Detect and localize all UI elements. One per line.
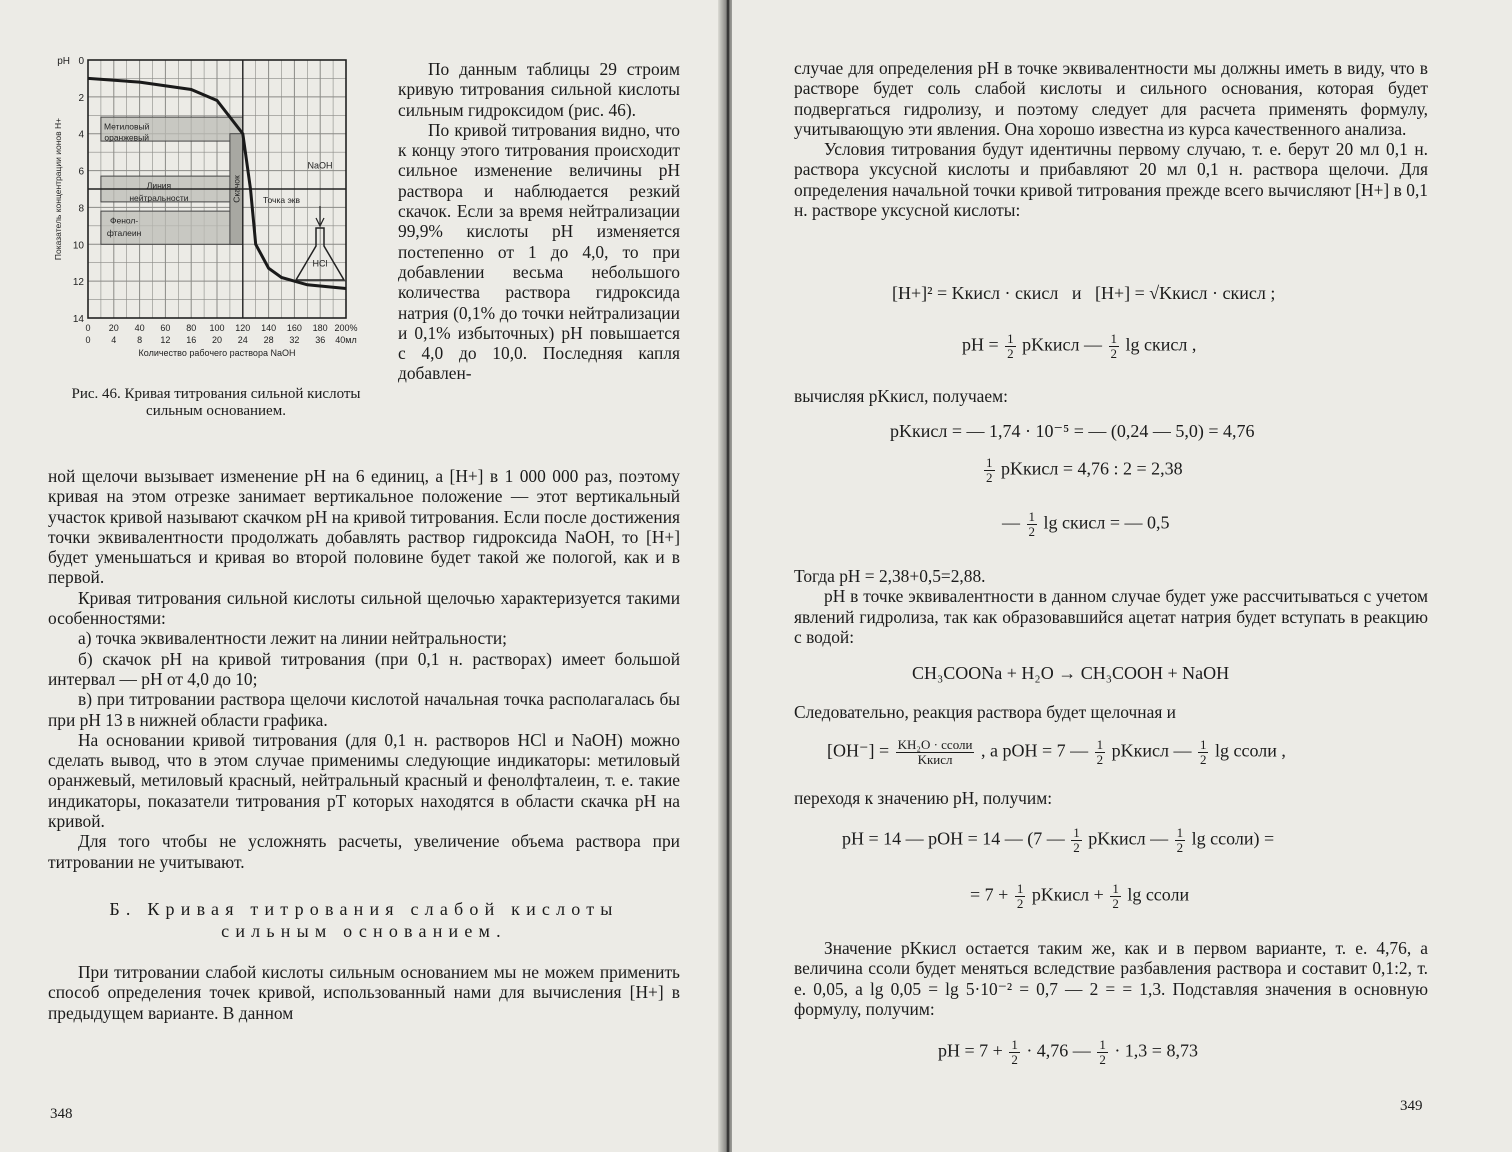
right-page-text-4 — [794, 702, 1428, 722]
phenolphthalein-label: фталеин — [106, 228, 142, 239]
paragraph: Следовательно, реакция раствора будет щелочная и — [794, 702, 1176, 722]
fraction: $\frac{1}{2}$ — [1073, 825, 1080, 855]
formula-pk: pKкисл = — 1,74 · 10⁻⁵ = — (0,24 — 5,0) = 4,76 — [890, 421, 1255, 441]
paragraph: По данным таблицы 29 строим кривую титрования сильной кислоты сильным гидроксидом (рис. 46). — [398, 59, 680, 120]
fraction: $\frac{1}{2}$ — [1016, 881, 1024, 911]
figure-caption: Рис. 46. Кривая титрования сильной кислоты сильным основанием. — [71, 386, 361, 419]
paragraph: На основании кривой титрования (для 0,1 н. растворов HCl и NaOH) можно сделать вывод, что в этом случае применимы следующие индикаторы: метиловый оранжевый, метиловый красный, нейтральный красный и фенолфталеин, т. е. такие индикаторы, показатели титрования pT которых находятся в области скачка pH на кривой. — [48, 729, 680, 832]
right-page-text-3 — [794, 566, 1428, 647]
x-tick-label: 160 — [286, 323, 302, 333]
paragraph: случае для определения pH в точке эквивалентности мы должны иметь в виду, что в растворе будет соль слабой кислоты и сильного основания, которая будет подвергаться гидролизу, и поэтому следует для расчета применять формулу, учитывающую эти явления. Она хорошо известна из курса качественного анализа. — [794, 58, 1428, 139]
x-tick-label: 20 — [211, 335, 223, 345]
list-item: а) точка эквивалентности лежит на линии нейтральности; — [78, 628, 507, 649]
x-tick-label: 40 — [134, 323, 145, 333]
fraction: $\frac{1}{2}$ — [1099, 1037, 1106, 1067]
titration-chart — [48, 48, 384, 378]
x-tick-label: 60 — [160, 323, 171, 333]
formula-ph-poh: pH = 14 — pOH = 14 — (7 — $\frac{1}{2}$ pKкисл — $\frac{1}{2}$ lg cсоли) = — [842, 825, 1275, 855]
methyl-orange-label: оранжевый — [104, 132, 150, 143]
hcl-label: HCl — [312, 258, 328, 269]
fraction: $\frac{1}{2}$ — [1007, 331, 1014, 361]
paragraph: вычисляя pKкисл, получаем: — [794, 386, 1008, 406]
x-tick-label: 28 — [263, 335, 274, 345]
y-tick-label: 6 — [78, 166, 84, 178]
right-page-text-2 — [794, 386, 1428, 406]
right-page-text-5 — [794, 788, 1428, 808]
list-item: б) скачок pH на кривой титрования (при 0,1 н. растворах) имеет большой интервал — pH от 4,0 до 10; — [48, 648, 680, 689]
right-column — [398, 59, 680, 384]
paragraph: Значение pKкисл остается таким же, как и в первом варианте, т. е. 4,76, а величина cсоли будет меняться вследствие разбавления раствора и составит 0,1:2, т. е. 0,05, а lg 0,05 = lg 5·10⁻² = 0,7 — 2 = = 1,3. Подставляя значения в основную формулу, получим: — [794, 938, 1428, 1019]
x-tick-label: 36 — [315, 335, 326, 345]
x-tick-label: 8 — [137, 335, 143, 345]
right-page-top-text — [794, 58, 1428, 220]
body-text — [48, 466, 680, 1023]
phenolphthalein-label: Фенол- — [110, 215, 139, 226]
fraction: $\frac{1}{2}$ — [1176, 825, 1184, 855]
right-page-text-6 — [794, 938, 1428, 1019]
formula-ph-result: = 7 + $\frac{1}{2}$ pKкисл + $\frac{1}{2}$ lg cсоли — [970, 881, 1190, 911]
x-axis-title: Количество рабочего раствора NaOH — [138, 348, 296, 358]
fraction: $\frac{1}{2}$ — [1110, 331, 1118, 361]
fraction: $\frac{1}{2}$ — [1112, 881, 1119, 911]
fraction: $\frac{1}{2}$ — [1028, 509, 1035, 539]
paragraph: pH в точке эквивалентности в данном случае будет уже рассчитываться с учетом явлений гидролиза, так как образовавшийся ацетат натрия будет вступать в реакцию с водой: — [794, 586, 1428, 647]
x-tick-label: 120 — [235, 323, 251, 333]
x-tick-label: 0 — [85, 323, 91, 333]
ph-axis-label: pH — [57, 56, 70, 67]
x-tick-label: 200% — [334, 323, 358, 333]
y-tick-label: 0 — [78, 56, 84, 67]
paragraph: Тогда pH = 2,38+0,5=2,88. — [794, 566, 986, 586]
x-tick-label: 140 — [261, 323, 277, 333]
formula-hplus: [H+]² = Kкисл · cкисл и [H+] = √Kкисл · cкисл ; — [892, 283, 1276, 303]
x-tick-label: 12 — [160, 335, 171, 345]
x-tick-label: 0 — [85, 335, 91, 345]
jump-label: Скачок — [231, 175, 242, 203]
paragraph: Условия титрования будут идентичны первому случаю, т. е. берут 20 мл 0,1 н. раствора уксусной кислоты и прибавляют 20 мл 0,1 н. раствора щелочи. Для определения начальной точки кривой титрования прежде всего вычисляют [H+] в 0,1 н. растворе уксусной кислоты: — [794, 139, 1428, 221]
x-tick-label: 16 — [186, 335, 197, 345]
paragraph: ной щелочи вызывает изменение pH на 6 единиц, а [H+] в 1 000 000 раз, поэтому кривая на этом отрезке занимает вертикальное положение — этот вертикальный участок кривой называют скачком pH на кривой титрования. Если после достижения точки эквивалентности продолжать добавлять раствор гидроксида NaOH, то [H+] будет уменьшаться и кривая во второй половине будет такой же пологой, как и в первой. — [48, 466, 680, 588]
y-tick-label: 8 — [78, 203, 84, 215]
naoh-label: NaOH — [307, 160, 333, 171]
fraction: $\frac{1}{2}$ — [1011, 1037, 1018, 1067]
y-tick-label: 14 — [72, 314, 84, 325]
formula-half-pk: $\frac{1}{2}$ pKкисл = 4,76 : 2 = 2,38 — [986, 455, 1183, 485]
paragraph: При титровании слабой кислоты сильным основанием мы не можем применить способ определения точек кривой, использованный нами для вычисления [H+] в предыдущем варианте. В данном — [48, 961, 680, 1023]
reaction-equation: CH₃COONa + H₂O → CH₃COOH + NaOH — [912, 663, 1230, 683]
x-tick-label: 100 — [209, 323, 225, 333]
y-axis-title: Показатель концентрации ионов Н+ — [53, 117, 63, 261]
section-heading: сильным основанием. — [221, 920, 507, 941]
x-tick-label: 32 — [289, 335, 300, 345]
x-tick-label: 180 — [312, 323, 328, 333]
figure-46 — [48, 48, 384, 420]
fraction: $\frac{\text{KH₂O · cсоли}}{\text{Kкисл}}$ — [897, 737, 973, 767]
neutral-line-label: Линия — [146, 180, 172, 191]
paragraph: Кривая титрования сильной кислоты сильной щелочью характеризуется такими особенностями: — [48, 587, 680, 629]
list-item: в) при титровании раствора щелочи кислотой начальная точка располагалась бы при pH 13 в нижней области графика. — [48, 689, 680, 730]
formula-ph-initial: pH = $\frac{1}{2}$ pKкисл — $\frac{1}{2}$ lg cкисл , — [962, 331, 1197, 361]
paragraph: Для того чтобы не усложнять расчеты, увеличение объема раствора при титровании не учитывают. — [48, 831, 680, 872]
page-number: 349 — [1400, 1098, 1423, 1114]
left-page — [0, 0, 724, 1152]
x-tick-label: 80 — [186, 323, 197, 333]
x-tick-label: 4 — [111, 335, 117, 345]
paragraph: По кривой титрования видно, что к концу этого титрования происходит сильное изменение величины pH раствора и наблюдается резкий скачок. Если за время нейтрализации 99,9% кислоты pH изменяется постепенно от 1 до 4,0, то при добавлении весьма небольшого количества раствора гидроксида натрия (0,1% до точки нейтрализации и 0,1% избыточных) pH повышается с 4,0 до 10,0. Последняя капля добавлен- — [398, 119, 680, 384]
y-tick-label: 4 — [78, 129, 84, 141]
y-tick-label: 12 — [72, 277, 84, 289]
neutral-line-label: нейтральности — [129, 193, 189, 204]
y-tick-label: 10 — [72, 240, 84, 252]
right-page — [732, 0, 1512, 1152]
x-tick-label: 40мл — [335, 335, 357, 345]
formula-ph-final: pH = 7 + $\frac{1}{2}$ · 4,76 — $\frac{1}{2}$ · 1,3 = 8,73 — [938, 1037, 1198, 1067]
x-tick-label: 24 — [237, 335, 248, 345]
section-heading: Б. Кривая титрования слабой кислоты — [109, 898, 619, 919]
formula-oh: [OH⁻] = $\frac{\text{KH₂O · cсоли}}{\text{Kкисл}}$ , а pOH = 7 — $\frac{1}{2}$ pKкисл — $\frac{1}{2}$ lg cсоли , — [827, 737, 1286, 767]
fraction: $\frac{1}{2}$ — [986, 455, 993, 485]
x-tick-label: 20 — [108, 323, 119, 333]
methyl-orange-label: Метиловый — [103, 121, 150, 132]
paragraph: переходя к значению pH, получим: — [794, 788, 1053, 808]
page-number: 348 — [50, 1106, 73, 1122]
formula-half-lg: — $\frac{1}{2}$ lg cкисл = — 0,5 — [1002, 509, 1170, 539]
fraction: $\frac{1}{2}$ — [1199, 737, 1207, 767]
y-tick-label: 2 — [78, 92, 84, 104]
equivalence-point-label: Точка экв — [262, 195, 301, 206]
fraction: $\frac{1}{2}$ — [1096, 737, 1104, 767]
